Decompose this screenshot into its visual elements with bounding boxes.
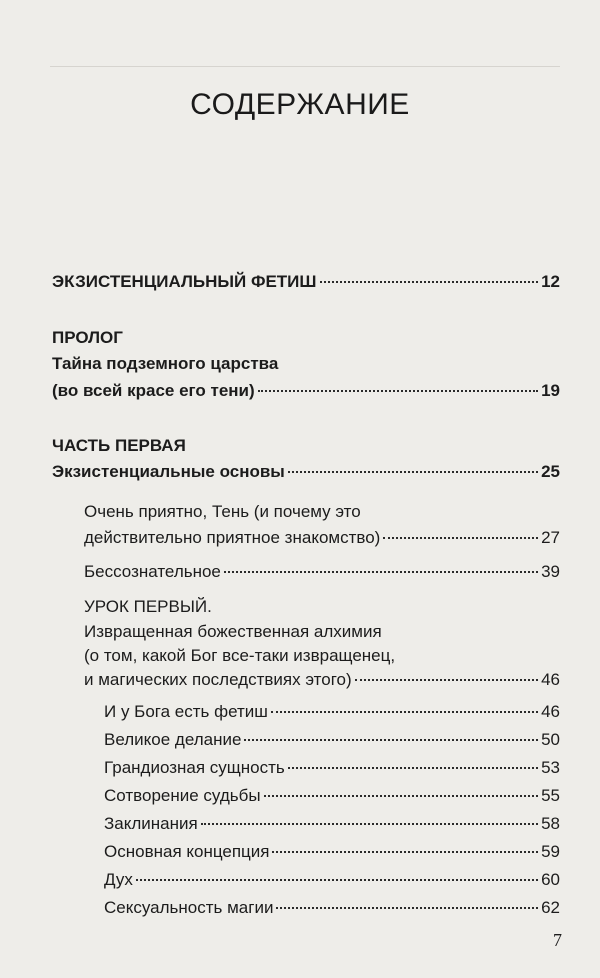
leader-dots	[136, 878, 538, 881]
toc-entry-page: 25	[541, 462, 560, 481]
toc-entry-label: Бессознательное	[84, 562, 221, 581]
toc-entry-page: 46	[541, 702, 560, 721]
leader-dots	[201, 822, 538, 825]
section-heading-part1: ЧАСТЬ ПЕРВАЯ	[52, 436, 186, 455]
toc-entry-page: 27	[541, 528, 560, 547]
toc-entry-page: 59	[541, 842, 560, 861]
leader-dots	[355, 678, 538, 681]
toc-entry-page: 50	[541, 730, 560, 749]
toc-subentry[interactable]	[104, 814, 560, 834]
toc-entry-part1[interactable]	[52, 462, 560, 482]
toc-subentry[interactable]	[104, 730, 560, 750]
toc-entry-page: 19	[541, 381, 560, 400]
toc-entry-label: Грандиозная сущность	[104, 758, 285, 777]
toc-entry-prolog-line1[interactable]: Тайна подземного царства	[52, 354, 279, 373]
leader-dots	[258, 389, 538, 392]
toc-entry-label: Сотворение судьбы	[104, 786, 261, 805]
toc-entry-shadow-line1[interactable]: Очень приятно, Тень (и почему это	[84, 502, 361, 521]
toc-entry-label: действительно приятное знакомство)	[84, 528, 381, 547]
toc-entry-label: И у Бога есть фетиш	[104, 702, 268, 721]
leader-dots	[288, 470, 538, 473]
toc-subentry[interactable]	[104, 758, 560, 778]
leader-dots	[320, 280, 539, 283]
toc-entry-page: 62	[541, 898, 560, 917]
toc-entry-unconscious[interactable]	[84, 562, 560, 582]
section-heading-prolog: ПРОЛОГ	[52, 328, 123, 347]
leader-dots	[224, 570, 538, 573]
toc-subentry[interactable]	[104, 870, 560, 890]
toc-entry-page: 60	[541, 870, 560, 889]
toc-entry-label: Заклинания	[104, 814, 198, 833]
toc-entry-label: Экзистенциальные основы	[52, 462, 285, 481]
leader-dots	[271, 710, 538, 713]
toc-subentry[interactable]	[104, 842, 560, 862]
toc-entry-label: Дух	[104, 870, 133, 889]
leader-dots	[288, 766, 538, 769]
leader-dots	[383, 536, 538, 539]
leader-dots	[244, 738, 538, 741]
toc-subentry[interactable]	[104, 898, 560, 918]
toc-entry-lesson1[interactable]	[84, 670, 560, 690]
toc-subentry[interactable]	[104, 786, 560, 806]
toc-subentry[interactable]	[104, 702, 560, 722]
bleed-through-rule	[50, 66, 560, 67]
leader-dots	[276, 906, 538, 909]
toc-entry-page: 46	[541, 670, 560, 689]
toc-entry-prolog[interactable]	[52, 381, 560, 401]
leader-dots	[264, 794, 539, 797]
section-heading-lesson1: УРОК ПЕРВЫЙ.	[84, 597, 212, 616]
toc-entry-page: 55	[541, 786, 560, 805]
toc-entry-page: 39	[541, 562, 560, 581]
leader-dots	[272, 850, 538, 853]
toc-entry-page: 53	[541, 758, 560, 777]
toc-entry-label: Великое делание	[104, 730, 242, 749]
page-number: 7	[553, 930, 562, 950]
toc-entry-label: Сексуальность магии	[104, 898, 274, 917]
toc-entry-label: и магических последствиях этого)	[84, 670, 352, 689]
toc-entry-label: ЭКЗИСТЕНЦИАЛЬНЫЙ ФЕТИШ	[52, 272, 317, 291]
toc-entry-page: 58	[541, 814, 560, 833]
toc-entry-lesson1-line2[interactable]: (о том, какой Бог все-таки извращенец,	[84, 646, 396, 665]
page-title: СОДЕРЖАНИЕ	[190, 88, 410, 121]
toc-entry-lesson1-line1[interactable]: Извращенная божественная алхимия	[84, 622, 382, 641]
toc-entry-label: Основная концепция	[104, 842, 270, 861]
toc-entry-label: (во всей красе его тени)	[52, 381, 255, 400]
toc-entry-fetish[interactable]	[52, 272, 560, 292]
toc-entry-page: 12	[541, 272, 560, 291]
toc-entry-shadow[interactable]	[84, 528, 560, 548]
